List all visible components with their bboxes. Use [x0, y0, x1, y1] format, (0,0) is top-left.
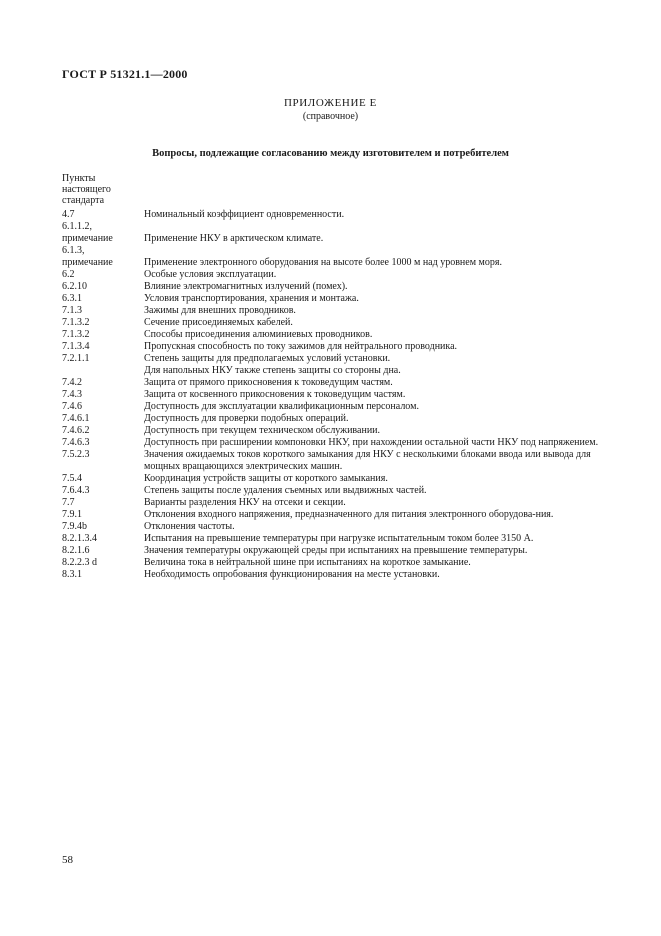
- clause-text: Доступность для проверки подобных операций.: [144, 413, 349, 424]
- clause-number: 8.2.2.3 d: [62, 557, 97, 568]
- clause-text: Защита от косвенного прикосновения к токоведущим частям.: [144, 389, 406, 400]
- clause-text: Для напольных НКУ также степень защиты со стороны дна.: [144, 365, 401, 376]
- clause-number: 8.2.1.3.4: [62, 533, 97, 544]
- column-header-line: Пункты: [62, 173, 96, 184]
- clause-number: примечание: [62, 233, 113, 244]
- clause-number: 4.7: [62, 209, 75, 220]
- clause-number: 7.1.3.2: [62, 329, 90, 340]
- clause-text: Применение НКУ в арктическом климате.: [144, 233, 324, 244]
- clause-text: Отклонения частоты.: [144, 521, 235, 532]
- clause-number: 7.5.2.3: [62, 449, 90, 460]
- list-item: [62, 233, 607, 245]
- list-item: [62, 533, 607, 545]
- clause-number: 8.2.1.6: [62, 545, 90, 556]
- clause-number: 7.9.4b: [62, 521, 87, 532]
- clause-text: Защита от прямого прикосновения к токоведущим частям.: [144, 377, 393, 388]
- clause-number: 7.5.4: [62, 473, 82, 484]
- clause-text: Зажимы для внешних проводников.: [144, 305, 296, 316]
- clause-text: Величина тока в нейтральной шине при испытаниях на короткое замыкание.: [144, 557, 471, 568]
- list-item: [62, 269, 607, 281]
- clause-text: Доступность для эксплуатации квалификационным персоналом.: [144, 401, 419, 412]
- clause-number: 7.4.2: [62, 377, 82, 388]
- list-item: [62, 257, 607, 269]
- clause-text: Испытания на превышение температуры при нагрузке испытательным током более 3150 А.: [144, 533, 534, 544]
- clause-number: 7.4.6.2: [62, 425, 90, 436]
- clause-number: 7.7: [62, 497, 75, 508]
- list-item: [62, 473, 607, 485]
- clause-number: 6.1.3,: [62, 245, 85, 256]
- appendix-subtitle: (справочное): [302, 111, 359, 122]
- clause-number: 7.9.1: [62, 509, 82, 520]
- clause-number: 6.3.1: [62, 293, 82, 304]
- clause-number: 7.1.3: [62, 305, 82, 316]
- list-item: [62, 401, 607, 413]
- clause-number: 7.4.6.1: [62, 413, 90, 424]
- clause-text: Значения температуры окружающей среды при испытаниях на превышение температуры.: [144, 545, 528, 556]
- list-item: [62, 209, 607, 221]
- requirements-list: [62, 209, 607, 581]
- list-item: [62, 389, 607, 401]
- list-item: [62, 365, 607, 377]
- list-item: [62, 497, 607, 509]
- clause-text: Пропускная способность по току зажимов для нейтрального проводника.: [144, 341, 458, 352]
- list-item: [62, 437, 607, 449]
- list-item: [62, 449, 607, 473]
- list-item: [62, 521, 607, 533]
- list-item: [62, 329, 607, 341]
- clause-number: 7.2.1.1: [62, 353, 90, 364]
- clause-number: 7.4.3: [62, 389, 82, 400]
- list-item: [62, 413, 607, 425]
- clause-text: Способы присоединения алюминиевых проводников.: [144, 329, 373, 340]
- document-header: ГОСТ Р 51321.1—2000: [62, 67, 188, 81]
- clause-number: 6.1.1.2,: [62, 221, 92, 232]
- clause-text: Необходимость опробования функционирования на месте установки.: [144, 569, 440, 580]
- column-header: [62, 173, 111, 206]
- clause-text: Доступность при текущем техническом обслуживании.: [144, 425, 381, 436]
- clause-number: 6.2.10: [62, 281, 87, 292]
- clause-text: Условия транспортирования, хранения и монтажа.: [144, 293, 359, 304]
- list-item: [62, 425, 607, 437]
- appendix-title: ПРИЛОЖЕНИЕ Е: [284, 97, 377, 109]
- clause-number: 8.3.1: [62, 569, 82, 580]
- clause-number: 7.4.6: [62, 401, 82, 412]
- clause-text: Степень защиты для предполагаемых условий установки.: [144, 353, 391, 364]
- clause-text: Особые условия эксплуатации.: [144, 269, 277, 280]
- page-number: 58: [62, 854, 73, 866]
- section-title: Вопросы, подлежащие согласованию между изготовителем и потребителем: [152, 148, 509, 159]
- column-header-line: стандарта: [62, 195, 105, 206]
- clause-text: Отклонения входного напряжения, предназначенного для питания электронного оборудова-ния.: [144, 509, 554, 520]
- clause-text: Номинальный коэффициент одновременности.: [144, 209, 345, 220]
- list-item: [62, 353, 607, 365]
- list-item: [62, 569, 607, 581]
- column-header-line: настоящего: [62, 184, 111, 195]
- list-item: [62, 245, 607, 257]
- list-item: [62, 293, 607, 305]
- clause-number: 7.4.6.3: [62, 437, 90, 448]
- clause-number: примечание: [62, 257, 113, 268]
- list-item: [62, 485, 607, 497]
- clause-text: Применение электронного оборудования на высоте более 1000 м над уровнем моря.: [144, 257, 502, 268]
- list-item: [62, 377, 607, 389]
- clause-number: 6.2: [62, 269, 75, 280]
- list-item: [62, 305, 607, 317]
- clause-text: Степень защиты после удаления съемных или выдвижных частей.: [144, 485, 427, 496]
- list-item: [62, 341, 607, 353]
- list-item: [62, 557, 607, 569]
- clause-text: Координация устройств защиты от короткого замыкания.: [144, 473, 388, 484]
- clause-number: 7.6.4.3: [62, 485, 90, 496]
- clause-text: Значения ожидаемых токов короткого замыкания для НКУ с несколькими блоками ввода или вывода для мощных вращающихся электрических машин.: [144, 449, 591, 472]
- clause-number: 7.1.3.2: [62, 317, 90, 328]
- clause-number: 7.1.3.4: [62, 341, 90, 352]
- clause-text: Влияние электромагнитных излучений (помех).: [144, 281, 348, 292]
- list-item: [62, 281, 607, 293]
- list-item: [62, 545, 607, 557]
- list-item: [62, 221, 607, 233]
- list-item: [62, 509, 607, 521]
- list-item: [62, 317, 607, 329]
- clause-text: Варианты разделения НКУ на отсеки и секции.: [144, 497, 346, 508]
- clause-text: Сечение присоединяемых кабелей.: [144, 317, 293, 328]
- clause-text: Доступность при расширении компоновки НКУ, при нахождении остальной части НКУ под напряжением.: [144, 437, 599, 448]
